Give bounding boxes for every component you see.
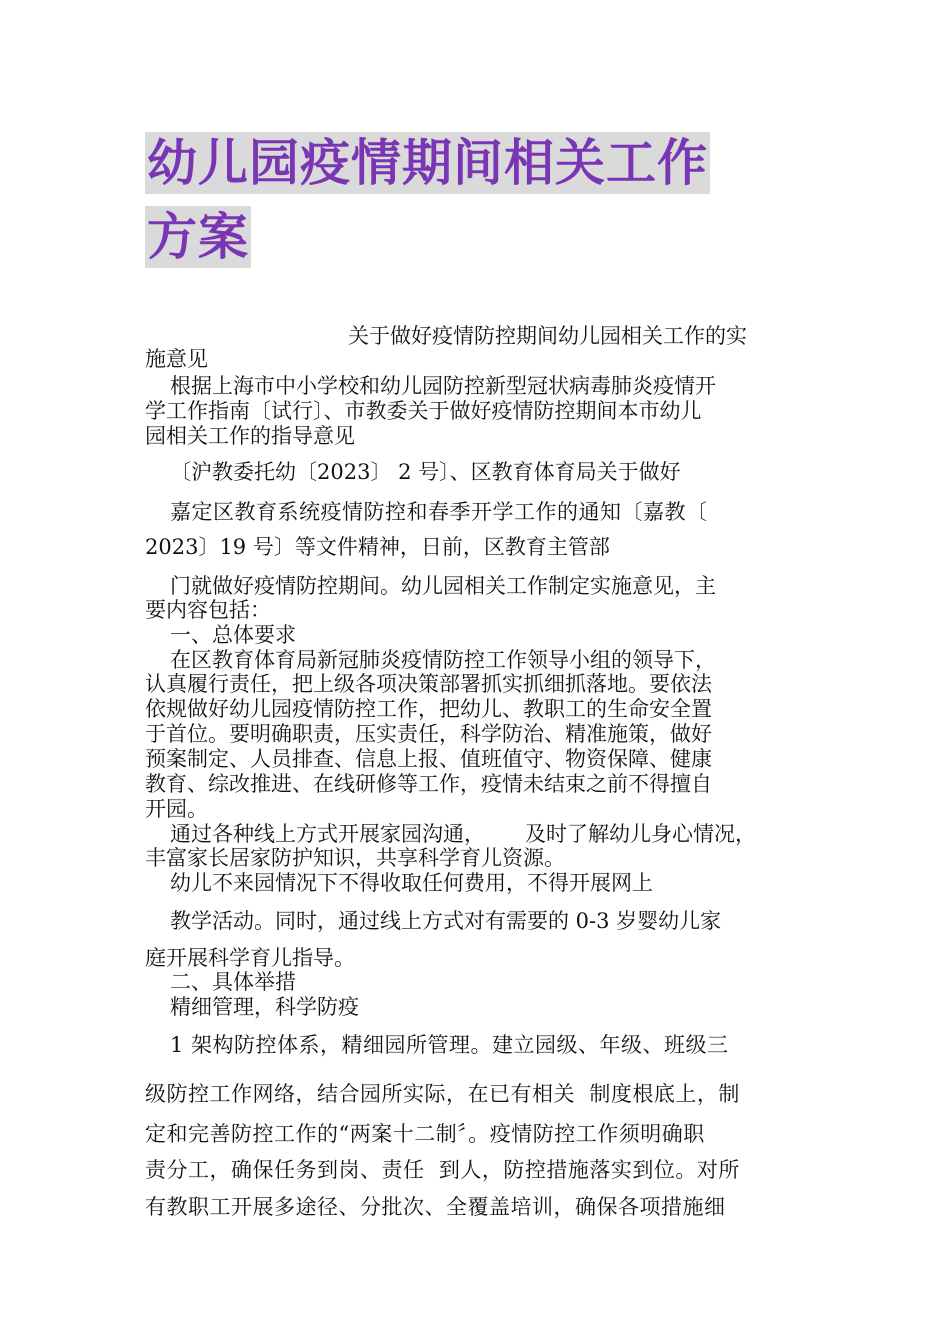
body-line: 于首位。要明确职责，压实责任，科学防治、精准施策，做好 [145,722,712,746]
body-line: 关于做好疫情防控期间幼儿园相关工作的实 [348,324,747,348]
body-line: 根据上海市中小学校和幼儿园防控新型冠状病毒肺炎疫情开 [170,374,716,398]
body-line: 定和完善防控工作的“两案十二制〞。疫情防控工作须明确职 [145,1122,705,1146]
body-line: 学工作指南〔试行〕、市教委关于做好疫情防控期间本市幼儿 [145,399,702,423]
body-line: 通过各种线上方式开展家园沟通， 及时了解幼儿身心情况， [170,822,757,846]
body-line: 有教职工开展多途径、分批次、全覆盖培训，确保各项措施细 [145,1195,726,1219]
document-title-line-1: 幼儿园疫情期间相关工作 [147,134,708,192]
body-line: 在区教育体育局新冠肺炎疫情防控工作领导小组的领导下， [170,648,716,672]
body-line: 预案制定、人员排查、信息上报、值班值守、物资保障、健康 [145,747,712,771]
body-line: 教学活动。同时，通过线上方式对有需要的 0-3 岁婴幼儿家 [170,909,722,933]
body-line: 二、具体举措 [170,970,296,994]
body-line: 要内容包括： [145,598,271,622]
body-line: 开园。 [145,797,208,821]
body-line: 级防控工作网络，结合园所实际，在已有相关 制度根底上，制 [145,1082,740,1106]
body-line: 依规做好幼儿园疫情防控工作，把幼儿、教职工的生命安全置 [145,697,712,721]
body-line: 教育、综改推进、在线研修等工作，疫情未结束之前不得擅自 [145,772,712,796]
document-title-line-2: 方案 [147,208,249,266]
body-line: 施意见 [145,347,208,371]
body-line: 1 架构防控体系，精细园所管理。建立园级、年级、班级三 [170,1033,729,1057]
body-line: 认真履行责任，把上级各项决策部署抓实抓细抓落地。要依法 [145,672,712,696]
body-line: 2023〕19 号〕等文件精神，日前，区教育主管部 [145,535,610,559]
body-line: 门就做好疫情防控期间。幼儿园相关工作制定实施意见，主 [170,574,716,598]
body-line: 〔沪教委托幼〔2023〕 2 号〕、区教育体育局关于做好 [170,460,681,484]
body-line: 丰富家长居家防护知识，共享科学育儿资源。 [145,846,565,870]
body-line: 幼儿不来园情况下不得收取任何费用，不得开展网上 [170,871,653,895]
body-line: 一、总体要求 [170,623,296,647]
body-line: 责分工，确保任务到岗、责任 到人，防控措施落实到位。对所 [145,1158,740,1182]
body-line: 庭开展科学育儿指导。 [145,946,355,970]
body-line: 精细管理，科学防疫 [170,995,359,1019]
body-line: 嘉定区教育系统疫情防控和春季开学工作的通知〔嘉教〔 [170,500,708,524]
body-line: 园相关工作的指导意见 [145,424,355,448]
